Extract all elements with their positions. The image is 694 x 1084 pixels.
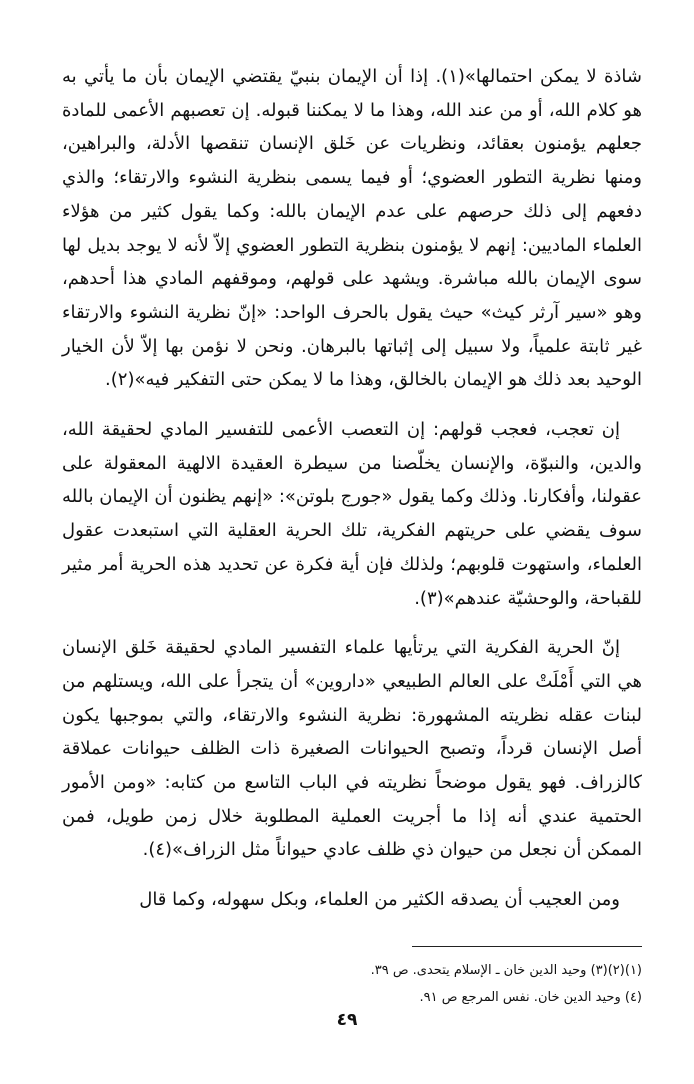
footnotes — [62, 946, 642, 1011]
paragraph-3: إنّ الحرية الفكرية التي يرتأيها علماء التفسير المادي لحقيقة خَلق الإنسان هي التي أَمْلَتْ على العالم الطبيعي «داروين» أن يتجرأ على الله، ويستلهم من لبنات عقله نظريته المشهورة: نظرية النشوء والارتقاء، والتي بموجبها يكون أصل الإنسان قرداً، وتصبح الحيوانات الصغيرة ذات الظلف حيوانات عملاقة كالزراف. فهو يقول موضحاً نظريته في الباب التاسع من كتابه: «ومن الأمور الحتمية عندي أنه إذا ما أجريت العملية المطلوبة خلال زمن طويل، فمن الممكن أن نجعل من حيوان ذي ظلف عادي حيواناً مثل الزراف»(٤). — [62, 637, 642, 861]
paragraph-gap — [62, 397, 642, 413]
footnote-1: (١)(٢)(٣) وحيد الدين خان ـ الإسلام يتحدى. ص ٣٩. — [370, 963, 642, 978]
page-body — [62, 60, 642, 917]
page-number: ٤٩ — [336, 1010, 358, 1030]
paragraph-gap — [62, 615, 642, 631]
paragraph-1: شاذة لا يمكن احتمالها»(١). إذا أن الإيمان بنبيّ يقتضي الإيمان بأن ما يأتي به هو كلام الله، أو من عند الله، وهذا ما لا يمكننا قبوله. إن تعصبهم الأعمى للمادة جعلهم يؤمنون بعقائد، ونظريات عن خَلق الإنسان تنقصها الأدلة، والبراهين، ومنها نظرية التطور العضوي؛ أو فيما يسمى بنظرية النشوء والارتقاء؛ والذي دفعهم إلى ذلك حرصهم على عدم الإيمان بالله: وكما يقول كثير من هؤلاء العلماء الماديين: إنهم لا يؤمنون بنظرية التطور العضوي إلاّ لأنه لا يوجد بديل لها سوى الإيمان بالله مباشرة. ويشهد على قولهم، وموقفهم المادي هذا أحدهم، وهو «سير آرثر كيث» حيث يقول بالحرف الواحد: «إنّ نظرية النشوء والارتقاء غير ثابتة علمياً، ولا سبيل إلى إثباتها بالبرهان. ونحن لا نؤمن بها إلاّ لأن الخيار الوحيد بعد ذلك هو الإيمان بالخالق، وهذا ما لا يمكن حتى التفكير فيه»(٢). — [62, 66, 642, 391]
footnote-2: (٤) وحيد الدين خان. نفس المرجع ص ٩١. — [419, 990, 642, 1005]
paragraph-2: إن تعجب، فعجب قولهم: إن التعصب الأعمى للتفسير المادي لحقيقة الله، والدين، والنبوّة، والإنسان يخلّصنا من سيطرة العقيدة الالهية المعقولة على عقولنا، وأفكارنا. وذلك وكما يقول «جورج بلوتن»: «إنهم يظنون أن الإيمان بالله سوف يقضي على حريتهم الفكرية، تلك الحرية العقلية التي استبعدت عقول العلماء، واستهوت قلوبهم؛ ولذلك فإن أية فكرة عن تحديد هذه الحرية أمر مثير للقباحة، والوحشيّة عندهم»(٣). — [62, 419, 642, 609]
paragraph-4: ومن العجيب أن يصدقه الكثير من العلماء، وبكل سهوله، وكما قال — [139, 889, 620, 911]
footnote-divider — [412, 946, 642, 947]
paragraph-gap — [62, 867, 642, 883]
